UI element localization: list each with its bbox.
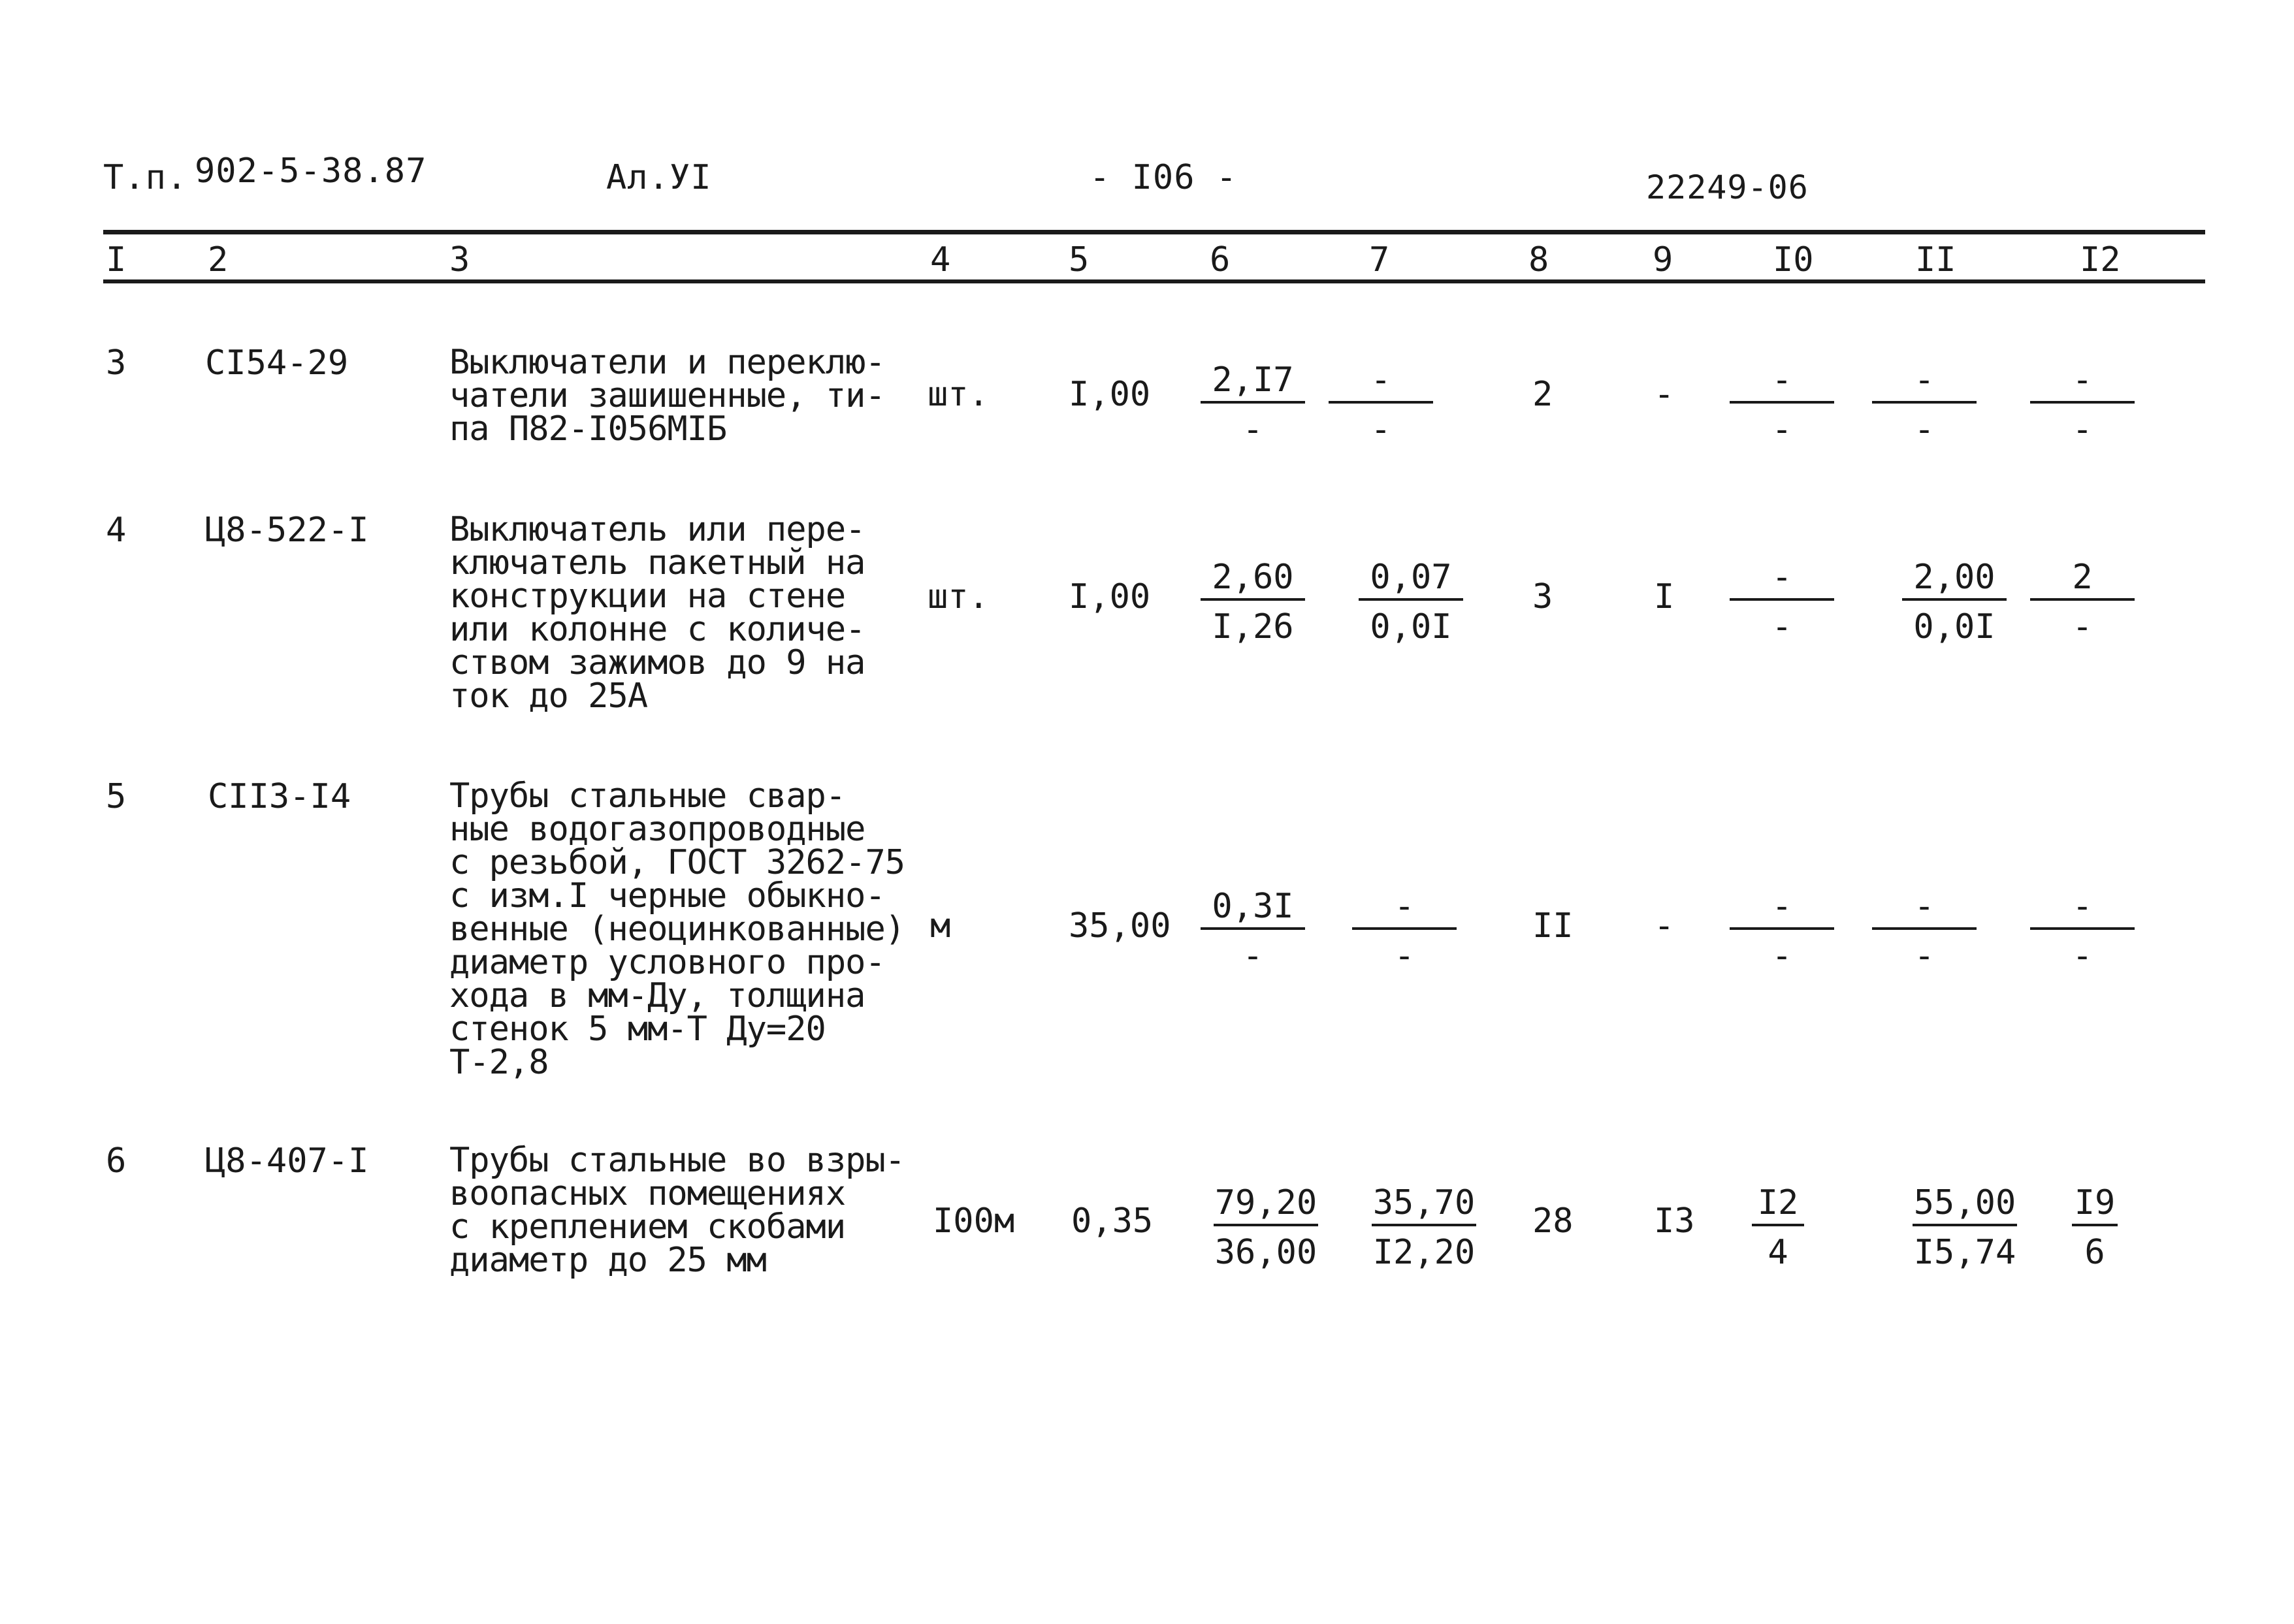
col9-value: I — [1654, 577, 1675, 616]
col12-fraction: 2 - — [2030, 560, 2135, 644]
project-code: 902-5-38.87 — [195, 151, 427, 191]
column-number-3: 3 — [449, 240, 470, 279]
col10-fraction: - - — [1730, 363, 1834, 447]
item-description: Выключатели и переклю- чатели зашишенные, ти- па П82-I056МIБ — [449, 343, 885, 449]
column-number-8: 8 — [1528, 240, 1549, 279]
price-code: Ц8-407-I — [205, 1141, 369, 1181]
col11-fraction: - - — [1872, 889, 1977, 973]
price-code: CII3-I4 — [208, 777, 351, 816]
column-number-7: 7 — [1369, 240, 1390, 279]
cost-total-fraction: $\frac{79,20}{36,00}$ — [1214, 1183, 1317, 1272]
col12-fraction: $\frac{I9}{6}$ — [2072, 1186, 2118, 1269]
col11-fraction: $\frac{2,00}{0,0I}$ — [1902, 560, 2007, 644]
page-number: - I06 - — [1090, 158, 1238, 197]
col9-value: I3 — [1654, 1202, 1695, 1241]
column-number-9: 9 — [1653, 240, 1673, 279]
col8-value: 3 — [1532, 577, 1553, 616]
document-number: 22249-06 — [1646, 168, 1809, 206]
column-number-4: 4 — [930, 240, 951, 279]
top-rule — [103, 230, 2205, 234]
unit: м — [930, 906, 951, 946]
column-header-rule — [103, 279, 2205, 283]
cost-labour-fraction: $\frac{35,70}{I2,20}$ — [1372, 1183, 1476, 1272]
col8-value: 28 — [1532, 1202, 1574, 1241]
album-label: Ал.УI — [606, 158, 712, 197]
column-number-5: 5 — [1069, 240, 1090, 279]
row-number: 3 — [106, 343, 127, 383]
price-code: Ц8-522-I — [205, 511, 369, 550]
column-number-11: II — [1915, 240, 1956, 279]
quantity: 35,00 — [1069, 906, 1171, 946]
col10-fraction: - - — [1730, 889, 1834, 973]
col10-fraction: - - — [1730, 560, 1834, 644]
unit: шт. — [928, 375, 989, 414]
cost-total-fraction: $\frac{2,60}{I,26}$ — [1201, 560, 1305, 644]
quantity: I,00 — [1069, 577, 1151, 616]
col8-value: 2 — [1532, 375, 1553, 414]
row-number: 6 — [106, 1141, 127, 1181]
project-prefix: Т.п. — [103, 158, 188, 197]
row-number: 5 — [106, 777, 127, 816]
item-description: Выключатель или пере- ключатель пакетный на конструкции на стене или колонне с количе- ством зажимов до 9 на ток до 25А — [449, 510, 865, 716]
column-number-1: I — [106, 240, 127, 279]
column-number-12: I2 — [2080, 240, 2121, 279]
item-description: Трубы стальные свар- ные водогазопроводные с резьбой, ГОСТ 3262-75 с изм.I черные обыкно- венные (неоцинкованные) диаметр условного про- хода в мм-Ду, толщина стенок 5 мм-Т Ду=20 Т-2,8 — [449, 776, 905, 1082]
col12-fraction: - - — [2030, 363, 2135, 447]
cost-total-fraction: 0,3I - — [1201, 889, 1305, 973]
column-number-10: I0 — [1773, 240, 1814, 279]
cost-labour-fraction: - - — [1352, 889, 1457, 973]
col12-fraction: - - — [2030, 889, 2135, 973]
col9-value: - — [1654, 375, 1675, 414]
col11-fraction: - - — [1872, 363, 1977, 447]
col10-fraction: $\frac{I2}{4}$ — [1752, 1186, 1804, 1269]
col8-value: II — [1532, 906, 1574, 946]
row-number: 4 — [106, 511, 127, 550]
column-number-6: 6 — [1210, 240, 1231, 279]
unit: шт. — [928, 577, 989, 616]
quantity: 0,35 — [1071, 1202, 1154, 1241]
column-number-2: 2 — [208, 240, 229, 279]
cost-labour-fraction: $\frac{0,07}{0,0I}$ — [1359, 560, 1463, 644]
quantity: I,00 — [1069, 375, 1151, 414]
col9-value: - — [1654, 906, 1675, 946]
price-code: CI54-29 — [205, 343, 349, 383]
cost-total-fraction: 2,I7 - — [1201, 363, 1305, 447]
unit: I00м — [933, 1202, 1015, 1241]
cost-labour-fraction: - - — [1329, 363, 1433, 447]
item-description: Трубы стальные во взры- воопасных помещениях с креплением скобами диаметр до 25 мм — [449, 1141, 905, 1280]
col11-fraction: $\frac{55,00}{I5,74}$ — [1913, 1183, 2016, 1272]
